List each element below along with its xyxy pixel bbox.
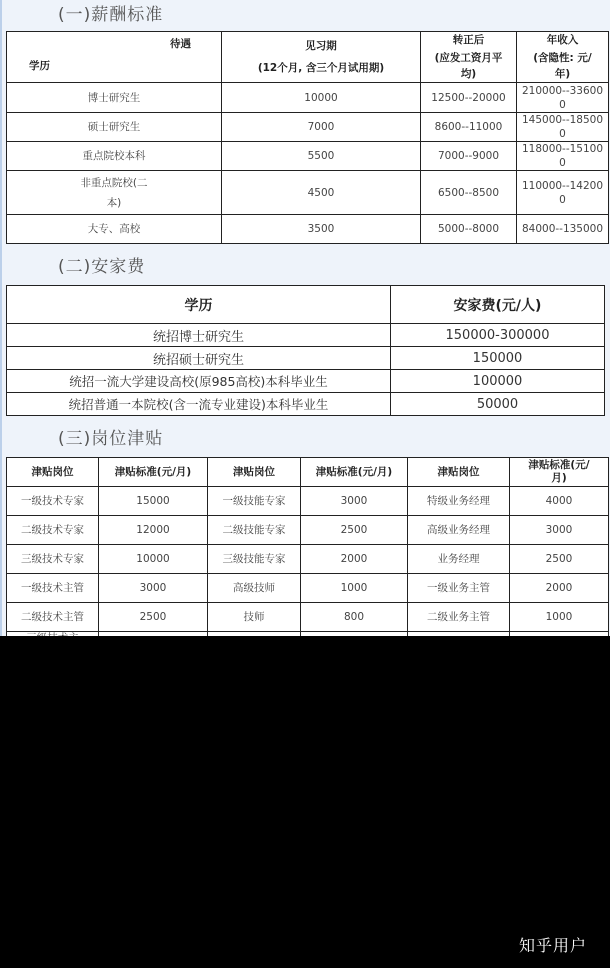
- std-cell: 10000: [99, 545, 208, 574]
- table-row: [7, 545, 609, 574]
- annual-cell: 110000--142000: [517, 171, 609, 215]
- edu-cell: 统招博士研究生: [7, 324, 391, 347]
- corner-bottom-label: 学历: [29, 60, 50, 72]
- std-header: 津贴标准(元/月): [510, 458, 609, 487]
- table-row: [7, 113, 609, 142]
- allowance-section-title: (三)岗位津贴: [58, 429, 164, 449]
- post-cell: 高级业务经理: [408, 516, 510, 545]
- table-row: [7, 370, 605, 393]
- table-row: [7, 487, 609, 516]
- settlement-header-row: [7, 286, 605, 324]
- table-row: [7, 142, 609, 171]
- probation-cell: 3500: [222, 215, 421, 244]
- std-cell: 800: [301, 603, 408, 632]
- table-row: [7, 574, 609, 603]
- probation-header: [222, 32, 421, 83]
- regular-header-line2: (应发工资月平均): [434, 52, 503, 80]
- post-cell: 一级技能专家: [208, 487, 301, 516]
- edu-cell: 重点院校本科: [7, 142, 222, 171]
- post-header: 津贴岗位: [408, 458, 510, 487]
- post-cell: 一级技术专家: [7, 487, 99, 516]
- post-cell: 二级技术专家: [7, 516, 99, 545]
- allowance-table: [6, 457, 609, 661]
- std-cell: 3000: [301, 487, 408, 516]
- std-header: 津贴标准(元/月): [99, 458, 208, 487]
- probation-header-line1: 见习期: [305, 40, 337, 52]
- std-cell: 2500: [301, 516, 408, 545]
- annual-cell: 145000--185000: [517, 113, 609, 142]
- post-cell: 二级技能专家: [208, 516, 301, 545]
- std-cell: 15000: [99, 487, 208, 516]
- std-cell: 2000: [301, 545, 408, 574]
- edu-cell: 统招一流大学建设高校(原985高校)本科毕业生: [7, 370, 391, 393]
- std-cell: 4000: [510, 487, 609, 516]
- post-cell: 三级技术专家: [7, 545, 99, 574]
- salary-header-row: [7, 32, 609, 83]
- post-cell: 特级业务经理: [408, 487, 510, 516]
- post-cell: 技师: [208, 603, 301, 632]
- table-row: [7, 603, 609, 632]
- std-cell: 2500: [99, 603, 208, 632]
- post-header: 津贴岗位: [7, 458, 99, 487]
- std-cell: 1000: [510, 603, 609, 632]
- post-cell: 一级技术主管: [7, 574, 99, 603]
- std-cell: 12000: [99, 516, 208, 545]
- probation-cell: 7000: [222, 113, 421, 142]
- fee-cell: 150000: [391, 347, 605, 370]
- edu-cell: 非重点院校(二本): [7, 171, 222, 215]
- table-row: [7, 171, 609, 215]
- regular-cell: 5000--8000: [421, 215, 517, 244]
- probation-header-line2: (12个月, 含三个月试用期): [257, 62, 385, 74]
- post-cell: 高级技师: [208, 574, 301, 603]
- post-cell: 业务经理: [408, 545, 510, 574]
- table-row: [7, 393, 605, 416]
- annual-header-line1: 年收入: [546, 34, 579, 46]
- regular-header-line1: 转正后: [452, 34, 485, 46]
- table-row: [7, 516, 609, 545]
- regular-cell: 6500--8500: [421, 171, 517, 215]
- fee-header: 安家费(元/人): [391, 286, 605, 324]
- annual-cell: 118000--151000: [517, 142, 609, 171]
- watermark: 知乎用户: [519, 936, 588, 955]
- regular-cell: 12500--20000: [421, 83, 517, 113]
- std-cell: 3000: [510, 516, 609, 545]
- settlement-table: [6, 285, 605, 416]
- annual-cell: 84000--135000: [517, 215, 609, 244]
- std-cell: 1000: [301, 574, 408, 603]
- allowance-header-row: [7, 458, 609, 487]
- post-cell: 一级业务主管: [408, 574, 510, 603]
- salary-section-title: (一)薪酬标准: [58, 5, 164, 25]
- fee-cell: 100000: [391, 370, 605, 393]
- edu-cell: 博士研究生: [7, 83, 222, 113]
- std-cell: 3000: [99, 574, 208, 603]
- probation-cell: 4500: [222, 171, 421, 215]
- edu-cell: 统招硕士研究生: [7, 347, 391, 370]
- regular-cell: 8600--11000: [421, 113, 517, 142]
- edu-cell: 硕士研究生: [7, 113, 222, 142]
- regular-cell: 7000--9000: [421, 142, 517, 171]
- salary-table: [6, 31, 609, 244]
- regular-header: [421, 32, 517, 83]
- table-row: [7, 347, 605, 370]
- settlement-section-title: (二)安家费: [58, 257, 146, 277]
- probation-cell: 5500: [222, 142, 421, 171]
- table-row: [7, 215, 609, 244]
- post-cell: 二级技术主管: [7, 603, 99, 632]
- std-cell: 2500: [510, 545, 609, 574]
- post-cell: 二级业务主管: [408, 603, 510, 632]
- edu-cell: 统招普通一本院校(含一流专业建设)本科毕业生: [7, 393, 391, 416]
- edu-header: 学历: [7, 286, 391, 324]
- std-cell: 2000: [510, 574, 609, 603]
- table-row: [7, 324, 605, 347]
- table-row: [7, 83, 609, 113]
- std-header: 津贴标准(元/月): [301, 458, 408, 487]
- probation-cell: 10000: [222, 83, 421, 113]
- post-cell: 三级技能专家: [208, 545, 301, 574]
- annual-header-line2: (含隐性: 元/年): [533, 52, 592, 80]
- annual-cell: 210000--336000: [517, 83, 609, 113]
- blank-black-area: [0, 636, 610, 968]
- fee-cell: 50000: [391, 393, 605, 416]
- salary-corner-header: [7, 32, 222, 83]
- fee-cell: 150000-300000: [391, 324, 605, 347]
- corner-top-label: 待遇: [170, 38, 191, 50]
- edu-cell: 大专、高校: [7, 215, 222, 244]
- post-header: 津贴岗位: [208, 458, 301, 487]
- annual-header: [517, 32, 609, 83]
